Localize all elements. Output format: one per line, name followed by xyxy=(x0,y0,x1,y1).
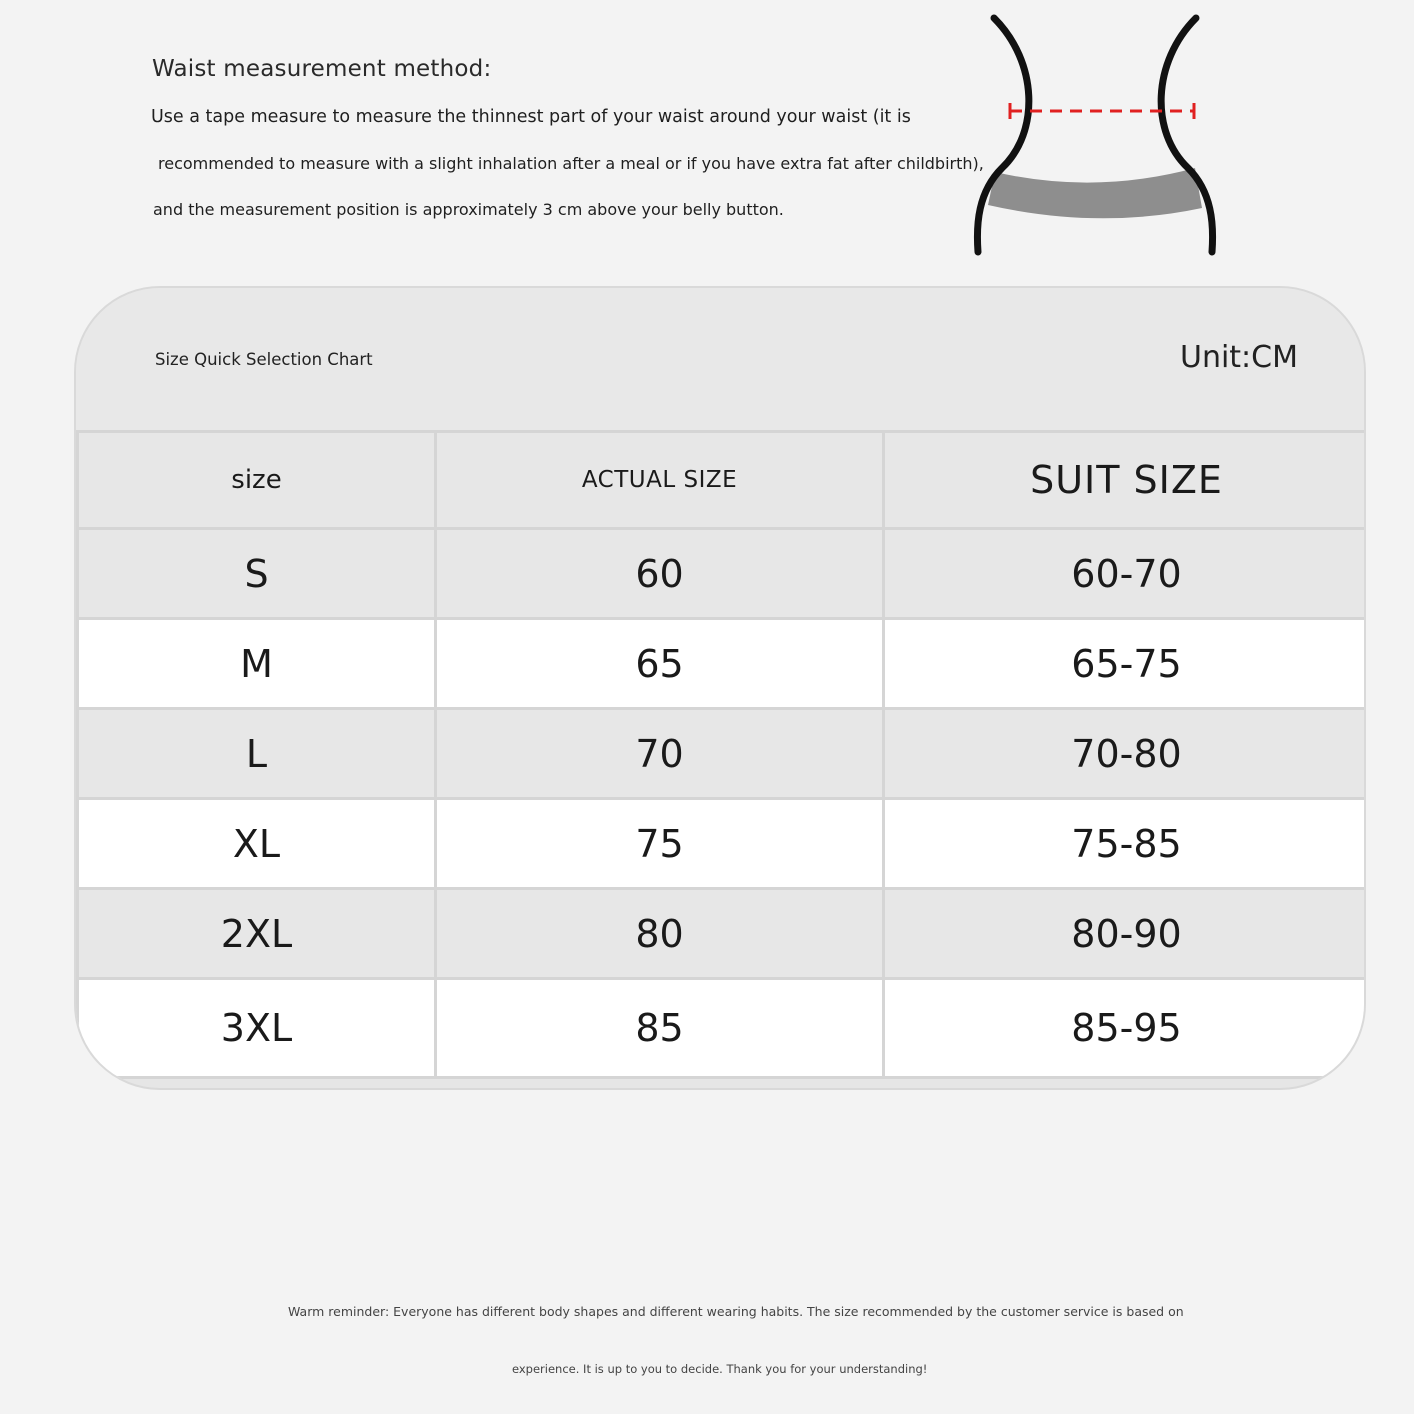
belt-band xyxy=(988,168,1202,218)
suit-size-cell: 75-85 xyxy=(884,799,1367,889)
table-row xyxy=(78,709,1367,799)
size-cell: M xyxy=(78,619,436,709)
column-header-suit-size: SUIT SIZE xyxy=(884,432,1367,529)
table-row xyxy=(78,619,1367,709)
suit-size-cell: 85-95 xyxy=(884,979,1367,1078)
suit-size-cell: 80-90 xyxy=(884,889,1367,979)
actual-size-cell: 65 xyxy=(436,619,884,709)
size-cell: S xyxy=(78,529,436,619)
column-header-size: size xyxy=(78,432,436,529)
size-chart-card xyxy=(74,286,1366,1090)
size-chart-title: Size Quick Selection Chart xyxy=(155,350,373,369)
waist-measurement-illustration-icon xyxy=(960,10,1230,260)
right-body-outline xyxy=(1161,18,1212,252)
size-cell: XL xyxy=(78,799,436,889)
suit-size-cell: 70-80 xyxy=(884,709,1367,799)
reminder-line-2: experience. It is up to you to decide. Thank you for your understanding! xyxy=(512,1362,928,1376)
size-cell: 3XL xyxy=(78,979,436,1078)
actual-size-cell: 85 xyxy=(436,979,884,1078)
suit-size-cell: 65-75 xyxy=(884,619,1367,709)
unit-label: Unit:CM xyxy=(1179,340,1298,375)
table-row xyxy=(78,889,1367,979)
table-row xyxy=(78,799,1367,889)
table-row xyxy=(78,529,1367,619)
size-cell: 2XL xyxy=(78,889,436,979)
size-chart-header xyxy=(76,288,1364,430)
table-header-row xyxy=(78,432,1367,529)
actual-size-cell: 80 xyxy=(436,889,884,979)
reminder-line-1: Warm reminder: Everyone has different body shapes and different wearing habits. The size recommended by the customer service is based on xyxy=(288,1304,1184,1319)
left-body-outline xyxy=(977,18,1028,252)
table-row xyxy=(78,979,1367,1078)
instruction-line-3: and the measurement position is approximately 3 cm above your belly button. xyxy=(153,200,784,219)
suit-size-cell: 60-70 xyxy=(884,529,1367,619)
column-header-actual-size: ACTUAL SIZE xyxy=(436,432,884,529)
actual-size-cell: 75 xyxy=(436,799,884,889)
page-title: Waist measurement method: xyxy=(152,56,492,82)
actual-size-cell: 60 xyxy=(436,529,884,619)
size-cell: L xyxy=(78,709,436,799)
instruction-line-2: recommended to measure with a slight inhalation after a meal or if you have extra fat after childbirth), xyxy=(158,154,984,173)
instruction-line-1: Use a tape measure to measure the thinnest part of your waist around your waist (it is xyxy=(151,107,911,127)
size-table xyxy=(76,430,1366,1079)
actual-size-cell: 70 xyxy=(436,709,884,799)
